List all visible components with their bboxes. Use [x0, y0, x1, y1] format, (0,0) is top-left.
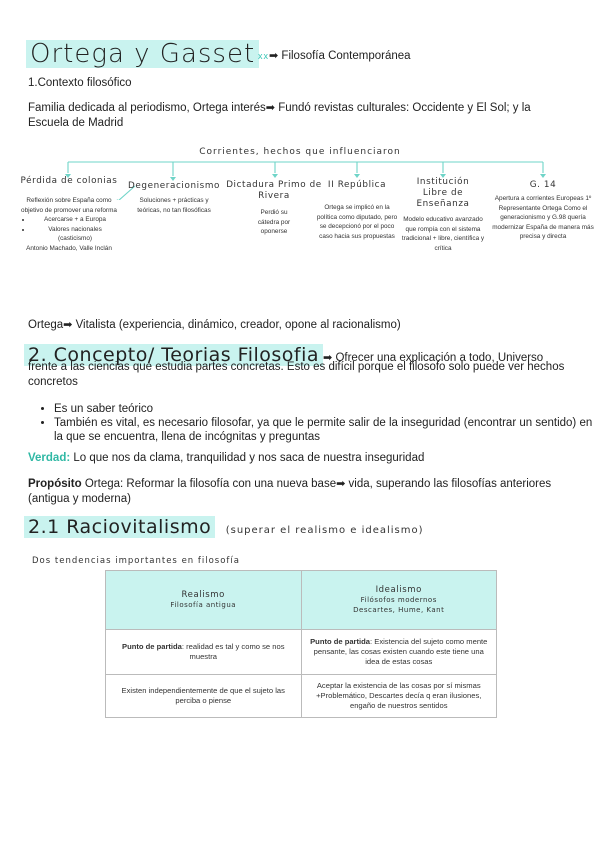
table-row: [106, 675, 497, 718]
verdad-text: Lo que nos da clama, tranquilidad y nos saca de nuestra inseguridad: [70, 452, 425, 464]
arrow-icon: ➡: [269, 50, 279, 62]
section21-heading-row: [24, 516, 424, 538]
table-row: [106, 630, 497, 675]
col-title: Realismo: [181, 590, 225, 600]
col-sub: Filosofía antigua: [170, 601, 237, 609]
node-title: Degeneracionismo: [128, 181, 220, 191]
tree-connectors: [0, 0, 600, 200]
proposito-text-a: Ortega: Reformar la filosofía con una nueva base: [81, 478, 337, 490]
table-row: [106, 571, 497, 630]
node-bullet: • Valores nacionales (casticismo): [32, 225, 118, 244]
cell-label: Punto de partida: [310, 637, 371, 646]
tree-title: Corrientes, hechos que influenciaron: [199, 147, 401, 157]
section21-intro: Dos tendencias importantes en filosofía: [32, 556, 240, 566]
arrow-icon: ➡: [63, 319, 73, 331]
comparison-table: [105, 570, 497, 718]
tree-node-g14: [486, 180, 600, 242]
vitalista-a: Ortega: [28, 319, 64, 331]
page-title: Ortega y Gasset: [26, 40, 259, 68]
verdad-label: Verdad:: [28, 452, 71, 464]
col-title: Idealismo: [375, 585, 422, 595]
node-text: [20, 196, 118, 254]
table-header-realismo: [106, 571, 302, 630]
node-text-b: Antonio Machado, Valle Inclán: [26, 244, 112, 252]
cell-text: : realidad es tal y como se nos muestra: [181, 642, 285, 661]
verdad-line: [28, 451, 573, 466]
node-title: Dictadura Primo de Rivera: [226, 180, 322, 201]
node-text: Modelo educativo avanzado que rompía con el sistema tradicional + libre, científica y crítica: [401, 216, 485, 252]
section2-text-line1: Ofrecer una explicación a todo, Universo: [332, 352, 544, 364]
family-text-a: Familia dedicada al periodismo, Ortega interés: [28, 102, 266, 114]
vitalista-b: Vitalista (experiencia, dinámico, creador, opone al racionalismo): [72, 319, 401, 331]
table-header-idealismo: [301, 571, 497, 630]
proposito-label: Propósito: [28, 478, 82, 490]
col-sub: Filósofos modernos: [360, 596, 437, 604]
tree-node-primo-de-rivera: [226, 180, 322, 237]
section21-paren: (superar el realismo e idealismo): [225, 525, 424, 536]
proposito-paragraph: [28, 477, 573, 507]
table-cell: Aceptar la existencia de las cosas por sí mismas +Problemático, Descartes decía q eran ilusiones, engaño de nuestros sentidos: [301, 675, 497, 718]
vitalista-line: [28, 318, 401, 333]
family-text-b: Fundó revistas culturales: Occidente y El Sol; y la Escuela de Madrid: [28, 102, 531, 129]
node-title: G. 14: [529, 180, 557, 190]
col-sub: Descartes, Hume, Kant: [353, 606, 445, 614]
subtitle-text: Filosofía Contemporánea: [281, 50, 411, 62]
node-bullet: • Acercarse + a Europa: [32, 215, 118, 225]
tree-node-republica: [316, 180, 398, 241]
arrow-icon: ➡: [336, 478, 346, 490]
tree-node-institucion: [396, 177, 490, 253]
section2-heading: 2. Concepto/ Teorias Filosofia: [24, 344, 323, 366]
cell-text: : Existencia del sujeto como mente pensante, las cosas existen cuando este tiene una idea de estas cosas: [313, 637, 488, 666]
table-cell: Existen independientemente de que el sujeto las perciba o piense: [106, 675, 302, 718]
arrow-icon: ➡: [323, 352, 333, 364]
cell-label: Punto de partida: [122, 642, 182, 651]
node-text-a: Reflexión sobre España como objetivo de promover una reforma: [21, 197, 117, 214]
arrow-icon: ➡: [265, 102, 276, 114]
tree-node-colonias: [20, 176, 118, 254]
table-cell: [106, 630, 302, 675]
node-title: Pérdida de colonias: [20, 176, 118, 186]
xx-mark: xx: [258, 51, 269, 61]
list-item: • Es un saber teórico: [54, 402, 594, 416]
section1-heading: 1.Contexto filosófico: [28, 77, 132, 89]
node-text: Ortega se implicó en la política como diputado, pero se decepcionó por el poco caso hacia sus propuestas: [316, 204, 398, 240]
node-text: Soluciones + prácticas y teóricas, no tan filosóficas: [137, 197, 211, 214]
node-text: Perdió su cátedra por oponerse: [257, 209, 291, 236]
node-title: II República: [327, 180, 387, 190]
node-title: Institución Libre de Enseñanza: [416, 177, 470, 209]
node-text: Apertura a corrientes Europeas 1º Representante Ortega Como el generacionismo y G.98 quería modernizar España de manera más precisa y directa: [492, 195, 594, 241]
proposito-text-b: vida, superando las filosofías anteriores (antigua y moderna): [28, 478, 552, 505]
section2-bullets: [38, 402, 594, 444]
list-item: • También es vital, es necesario filosofar, ya que le permite salir de la inseguridad (encontrar un sentido) en la que se encuentra, llena de incógnitas y preguntas: [54, 416, 594, 444]
table-cell: [301, 630, 497, 675]
section21-heading: 2.1 Raciovitalismo: [24, 516, 215, 538]
section2-text: frente a las ciencias que estudia partes concretas. Esto es difícil porque el filosofo solo puede ver hechos concretos: [28, 361, 565, 388]
tree-node-degeneracionismo: [126, 181, 222, 215]
